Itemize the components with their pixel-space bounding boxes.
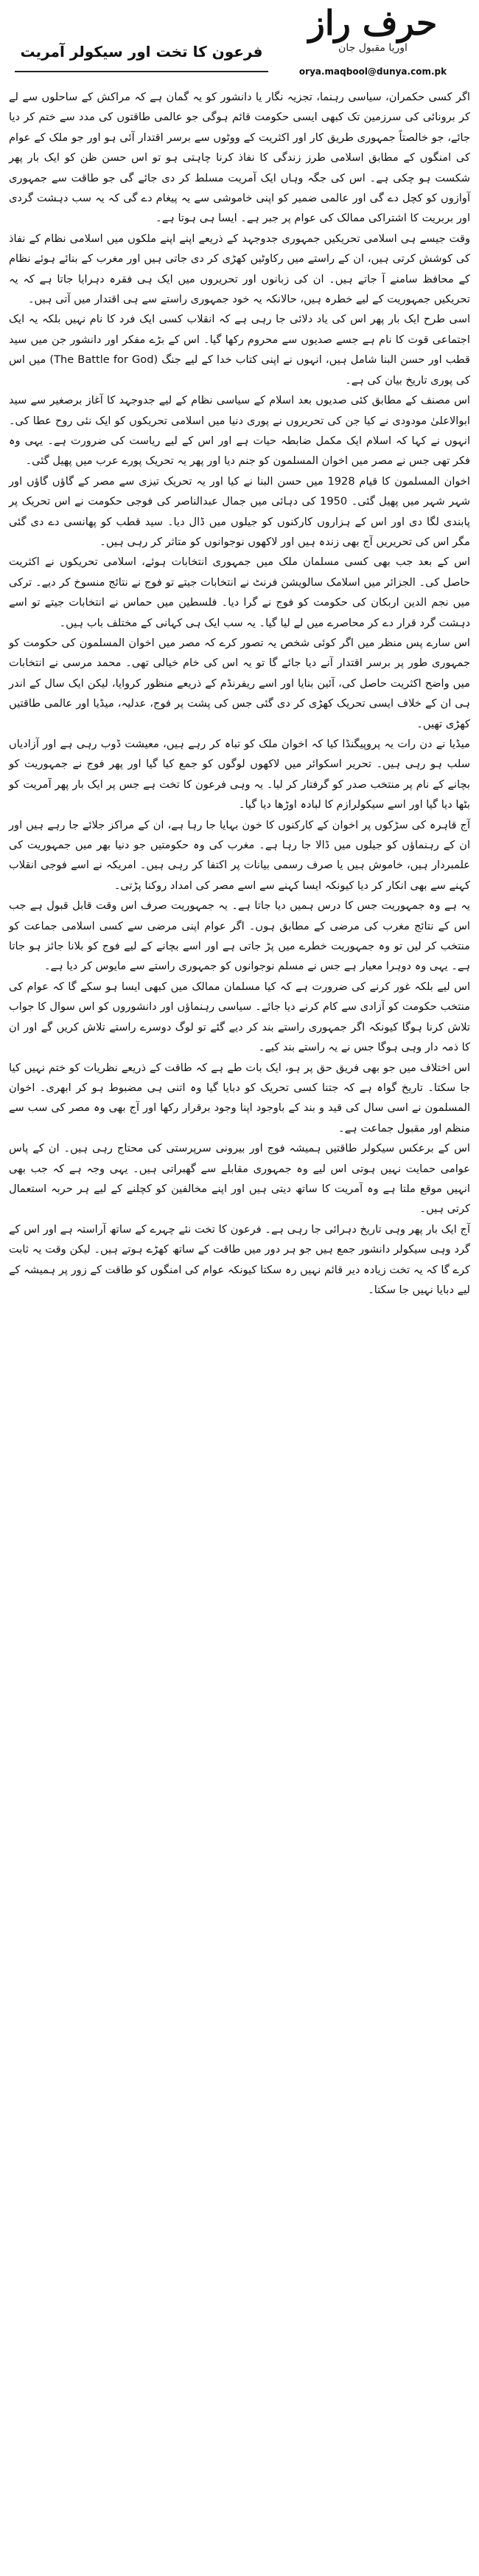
article-paragraph: یہ ہے وہ جمہوریت جس کا درس ہمیں دیا جاتا ہے۔ یہ جمہوریت صرف اس وقت قابل قبول ہے جب اس کے نتائج مغرب کی مرضی کے مطابق ہوں۔ اگر عوام اپنی مرضی سے کسی اسلامی جماعت کو منتخب کر لیں تو وہ جمہوریت خطرے میں پڑ جاتی ہے اور اسے بچانے کے لیے فوج کو بلانا جائز ہو جاتا ہے۔ یہی وہ دوہرا معیار ہے جس نے مسلم نوجوانوں کو جمہوری راستے سے مایوس کر دیا ہے۔ [9, 899, 470, 973]
article-paragraph: آج ایک بار پھر وہی تاریخ دہرائی جا رہی ہے۔ فرعون کا تخت نئے چہرے کے ساتھ آراستہ ہے اور اس کے گرد وہی سیکولر دانشور جمع ہیں جو ہر دور میں طاقت کے ساتھ کھڑے ہوتے ہیں۔ لیکن وقت یہ ثابت کرے گا کہ یہ تخت زیادہ دیر قائم نہیں رہ سکتا کیونکہ عوام کی امنگوں کو طاقت کے زور پر ہمیشہ کے لیے دبایا نہیں جا سکتا۔ [9, 1222, 470, 1296]
article-paragraph: اخوان المسلمون کا قیام 1928 میں حسن البنا نے کیا اور یہ تحریک تیزی سے مصر کے گاؤں گاؤں اور شہر شہر میں پھیل گئی۔ 1950 کی دہائی میں جمال عبدالناصر کی فوجی حکومت نے اس تحریک پر پابندی لگا دی اور اس کے ہزاروں کارکنوں کو جیلوں میں ڈال دیا۔ سید قطب کو پھانسی دے دی گئی مگر اس کی تحریریں آج بھی زندہ ہیں اور لاکھوں نوجوانوں کو متاثر کر رہی ہیں۔ [9, 474, 470, 548]
article-paragraph: اس مصنف کے مطابق کئی صدیوں بعد اسلام کے سیاسی نظام کے لیے جدوجہد کا آغاز برصغیر سے سید ابوالاعلیٰ مودودی نے کیا جن کی تحریروں نے پوری دنیا میں اسلامی تحریکوں کو ایک نئی روح عطا کی۔ انہوں نے کہا کہ اسلام ایک مکمل ضابطہ حیات ہے اور اس کے لیے ریاست کی ضرورت ہے۔ یہی وہ فکر تھی جس نے مصر میں اخوان المسلمون کو جنم دیا اور پھر یہ تحریک پورے عرب میں پھیل گئی۔ [9, 394, 470, 468]
article-paragraph: اگر کسی حکمران، سیاسی رہنما، تجزیہ نگار یا دانشور کو یہ گمان ہے کہ مراکش کے ساحلوں سے لے کر برونائی کی سرزمین تک کبھی ایسی حکومت قائم ہوگی جو عالمی طاقتوں کی مدد سے ختم کر دیا جائے، جو خالصتاً جمہوری طریق کار اور اکثریت کے ووٹوں سے برسر اقتدار آئی ہو اور جو ملک کے عوام کی امنگوں کے مطابق اسلامی طرز زندگی کا نفاذ کرنا چاہتی ہو تو اس حسن ظن کو ایک بار پھر شکست ہو چکی ہے۔ اس کی جگہ وہاں ایک آمریت مسلط کر دی جائے گی جو طاقت سے جمہوری آوازوں کو کچل دے گی اور عالمی ضمیر کو اپنی خاموشی سے یہ پیغام دے گی کہ یہ سب دہشت گردی اور بربریت کا اشتراکی ممالک کی عوام پر جبر ہے۔ ایسا ہی ہوتا ہے۔ [9, 91, 470, 225]
column-header [0, 0, 479, 81]
article-paragraph: اس لیے بلکہ غور کرنے کی ضرورت ہے کہ کیا مسلمان ممالک میں کبھی ایسا ہو سکے گا کہ عوام کی منتخب حکومت کو آزادی سے کام کرنے دیا جائے۔ سیاسی رہنماؤں اور دانشوروں کو اس سوال کا جواب تلاش کرنا ہوگا کیونکہ اگر جمہوری راستے بند کر دیے گئے تو لوگ دوسرے راستے تلاش کریں گے اور ان کا ذمہ دار وہی ہوگا جس نے یہ راستے بند کیے۔ [9, 980, 470, 1054]
article-paragraph: اس سارے پس منظر میں اگر کوئی شخص یہ تصور کرے کہ مصر میں اخوان المسلمون کی حکومت کو جمہوری طور پر برسر اقتدار آنے دیا جائے گا تو یہ اس کی خام خیالی تھی۔ محمد مرسی نے انتخابات میں واضح اکثریت حاصل کی، آئین بنایا اور اسے ریفرنڈم کے ذریعے منظور کروایا، لیکن ایک سال کے اندر ہی ان کے خلاف ایسی تحریک کھڑی کر دی گئی جس کی پشت پر فوج، عدلیہ، میڈیا اور عالمی طاقتیں کھڑی تھیں۔ [9, 636, 470, 730]
article-paragraph: اسی طرح ایک بار پھر اس کی یاد دلائی جا رہی ہے کہ انقلاب کسی ایک فرد کا نام نہیں بلکہ یہ ایک اجتماعی قوت کا نام ہے جسے صدیوں سے محروم رکھا گیا۔ اس کے بڑے مفکر اور دانشور جن میں سید قطب اور حسن البنا شامل ہیں، انہوں نے اپنی کتاب خدا کے لیے جنگ (The Battle for God) میں اس کی پوری تاریخ بیان کی ہے۔ [9, 313, 471, 387]
author-name: اوریا مقبول جان [338, 42, 408, 54]
author-email: orya.maqbool@dunya.com.pk [298, 66, 447, 77]
article-headline: فرعون کا تخت اور سیکولر آمریت [20, 43, 263, 60]
article-paragraph: آج قاہرہ کی سڑکوں پر اخوان کے کارکنوں کا خون بہایا جا رہا ہے، ان کے مراکز جلائے جا رہے ہیں اور ان کے رہنماؤں کو جیلوں میں ڈالا جا رہا ہے۔ مغرب کی وہ حکومتیں جو دنیا بھر میں جمہوریت کی علمبردار ہیں، خاموش ہیں یا صرف رسمی بیانات پر اکتفا کر رہی ہیں۔ امریکہ نے اسے فوجی انقلاب کہنے سے بھی انکار کر دیا کیونکہ ایسا کہنے سے اسے مصر کی امداد روکنا پڑتی۔ [9, 818, 470, 892]
column-logo [284, 4, 461, 62]
headline-underline [15, 71, 268, 72]
article-paragraph: اس کے برعکس سیکولر طاقتیں ہمیشہ فوج اور بیرونی سرپرستی کی محتاج رہی ہیں۔ ان کے پاس عوامی حمایت نہیں ہوتی اس لیے وہ جمہوری مقابلے سے گھبراتی ہیں۔ یہی وجہ ہے کہ جب بھی انہیں موقع ملتا ہے وہ آمریت کا ساتھ دیتی ہیں اور اپنے مخالفین کو کچلنے کے لیے ہر حربہ استعمال کرتی ہیں۔ [9, 1142, 470, 1216]
article-paragraph: اس اختلاف میں جو بھی فریق حق پر ہو، ایک بات طے ہے کہ طاقت کے ذریعے نظریات کو ختم نہیں کیا جا سکتا۔ تاریخ گواہ ہے کہ جتنا کسی تحریک کو دبایا گیا وہ اتنی ہی مضبوط ہو کر ابھری۔ اخوان المسلمون نے اسی سال کی قید و بند کے باوجود اپنا وجود برقرار رکھا اور آج بھی وہ مصر کی سب سے منظم اور مقبول جماعت ہے۔ [9, 1061, 470, 1135]
article-paragraph: وقت جیسے ہی اسلامی تحریکیں جمہوری جدوجہد کے ذریعے اپنے اپنے ملکوں میں اسلامی نظام کے نفاذ کی کوشش کرتی ہیں، ان کے راستے میں رکاوٹیں کھڑی کر دی جاتی ہیں اور مغرب کے بنائے ہوئے نظام کے محافظ سامنے آ جاتے ہیں۔ ان کی زبانوں اور تحریروں میں ایک ہی فقرہ دہرایا جاتا ہے کہ یہ تحریکیں جمہوریت کے لیے خطرہ ہیں، حالانکہ یہ خود جمہوری راستے سے ہی اقتدار میں آتی ہیں۔ [9, 232, 470, 306]
article-body [9, 87, 470, 1300]
article-paragraph: میڈیا نے دن رات یہ پروپیگنڈا کیا کہ اخوان ملک کو تباہ کر رہے ہیں، معیشت ڈوب رہی ہے اور آزادیاں سلب ہو رہی ہیں۔ تحریر اسکوائر میں لاکھوں لوگوں کو جمع کیا گیا اور پھر فوج نے جمہوریت کو بچانے کے نام پر منتخب صدر کو گرفتار کر لیا۔ یہ وہی فرعون کا تخت ہے جس پر ایک بار پھر آمریت کو بٹھا دیا گیا اور اسے سیکولرازم کا لبادہ اوڑھا دیا گیا۔ [9, 738, 470, 811]
article-paragraph: اس کے بعد جب بھی کسی مسلمان ملک میں جمہوری انتخابات ہوئے، اسلامی تحریکوں نے اکثریت حاصل کی۔ الجزائر میں اسلامک سالویشن فرنٹ نے انتخابات جیتے تو فوج نے نتائج منسوخ کر دیے۔ ترکی میں نجم الدین اربکان کی حکومت کو فوج نے گرا دیا۔ فلسطین میں حماس نے انتخابات جیتے تو اسے دہشت گرد قرار دے کر محاصرے میں لے لیا گیا۔ یہ سب ایک ہی کہانی کے مختلف باب ہیں۔ [9, 555, 470, 629]
column-logo-mark: حرف راز [308, 3, 438, 43]
